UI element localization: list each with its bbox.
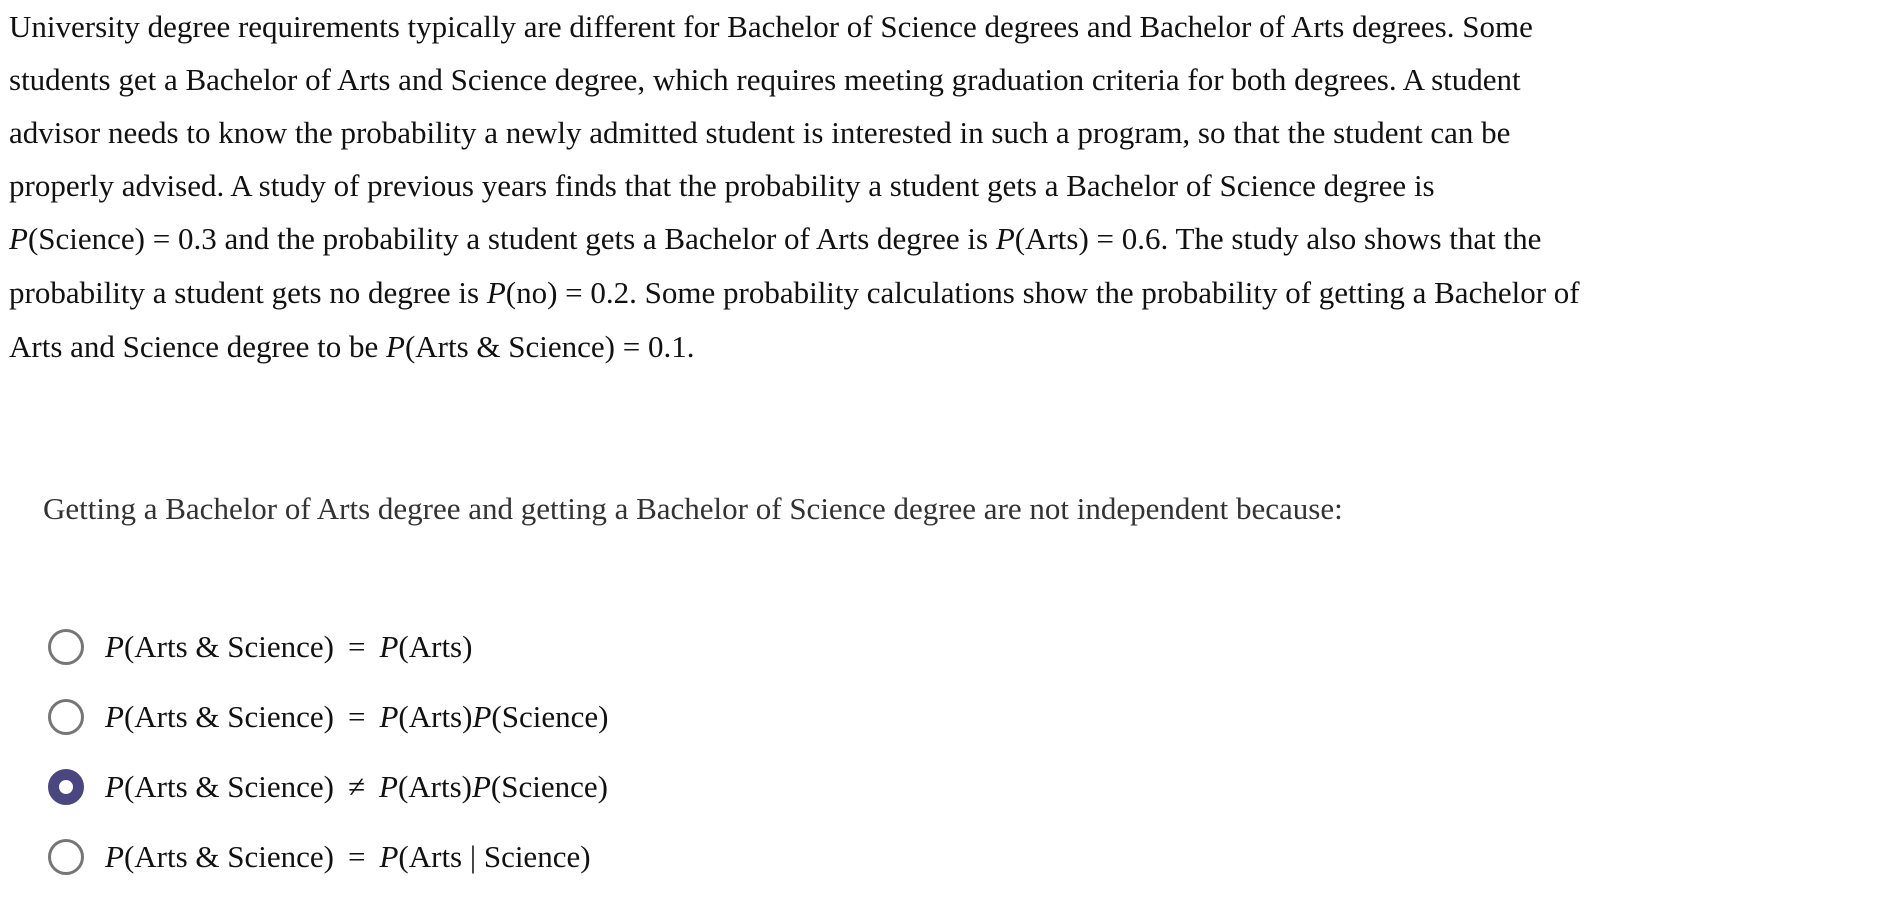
passage-line-4: properly advised. A study of previous years finds that the probability a student gets a Bachelor of Science degree is [9,168,1435,203]
prob-symbol: P [471,769,491,804]
radio-button-2[interactable] [48,699,84,735]
answer-option-3[interactable] [48,752,608,822]
option-lhs: (Arts & Science) [123,839,334,874]
answer-option-2-label [105,697,608,737]
option-rhs: (Arts) [398,699,473,734]
passage-line-2: students get a Bachelor of Arts and Science degree, which requires meeting graduation criteria for both degrees. A student [9,62,1521,97]
p-arts-expression: P(Arts) = 0.6 [995,221,1161,256]
prob-symbol: P [379,629,399,664]
passage-line-5 [9,212,1869,266]
answer-option-1[interactable] [48,612,608,682]
passage-line-7 [9,320,1869,374]
answer-option-4[interactable] [48,822,608,892]
equals-operator: = [347,699,366,734]
passage-line-1: University degree requirements typically are different for Bachelor of Science degrees and Bachelor of Arts degrees. Some [9,9,1533,44]
radio-button-3-selected[interactable] [48,769,84,805]
passage-line-7-start: Arts and Science degree to be [9,329,387,364]
answer-option-4-label [105,837,591,877]
passage-line-6 [9,266,1869,320]
answer-option-3-label [105,767,608,807]
option-rhs-2: (Science) [490,769,608,804]
not-equals-operator: ≠ [347,769,365,804]
prob-symbol: P [472,699,492,734]
option-lhs: (Arts & Science) [123,769,334,804]
prob-symbol: P [105,839,124,874]
option-rhs: (Arts) [397,769,472,804]
equals-operator: = [347,629,366,664]
radio-button-1[interactable] [48,629,84,665]
passage-line-6-start: probability a student gets no degree is [9,275,487,310]
answer-options [48,612,608,892]
radio-button-4[interactable] [48,839,84,875]
p-no-expression: P(no) = 0.2 [486,275,630,310]
p-both-expression: P(Arts & Science) = 0.1 [386,329,687,364]
passage-line-5-end: . The study also shows that the [1160,221,1542,256]
answer-option-2[interactable] [48,682,608,752]
answer-option-1-label [105,627,472,667]
option-lhs: (Arts & Science) [123,629,334,664]
passage-line-5-mid: and the probability a student gets a Bachelor of Arts degree is [216,221,996,256]
question-prompt: Getting a Bachelor of Arts degree and getting a Bachelor of Science degree are not independent because: [43,491,1343,526]
option-rhs: (Arts | Science) [398,839,591,874]
passage-line-7-end: . [686,329,695,364]
prob-symbol: P [379,769,398,804]
prob-symbol: P [105,699,124,734]
option-rhs-2: (Science) [491,699,609,734]
passage-line-6-end: . Some probability calculations show the probability of getting a Bachelor of [629,275,1580,310]
option-lhs: (Arts & Science) [123,699,334,734]
prob-symbol: P [105,629,124,664]
passage-line-3: advisor needs to know the probability a newly admitted student is interested in such a program, so that the student can be [9,115,1511,150]
equals-operator: = [347,839,366,874]
option-rhs: (Arts) [398,629,473,664]
prob-symbol: P [105,769,124,804]
problem-passage [9,0,1869,374]
prob-symbol: P [379,699,399,734]
p-science-expression: P(Science) = 0.3 [9,221,217,256]
prob-symbol: P [379,839,399,874]
